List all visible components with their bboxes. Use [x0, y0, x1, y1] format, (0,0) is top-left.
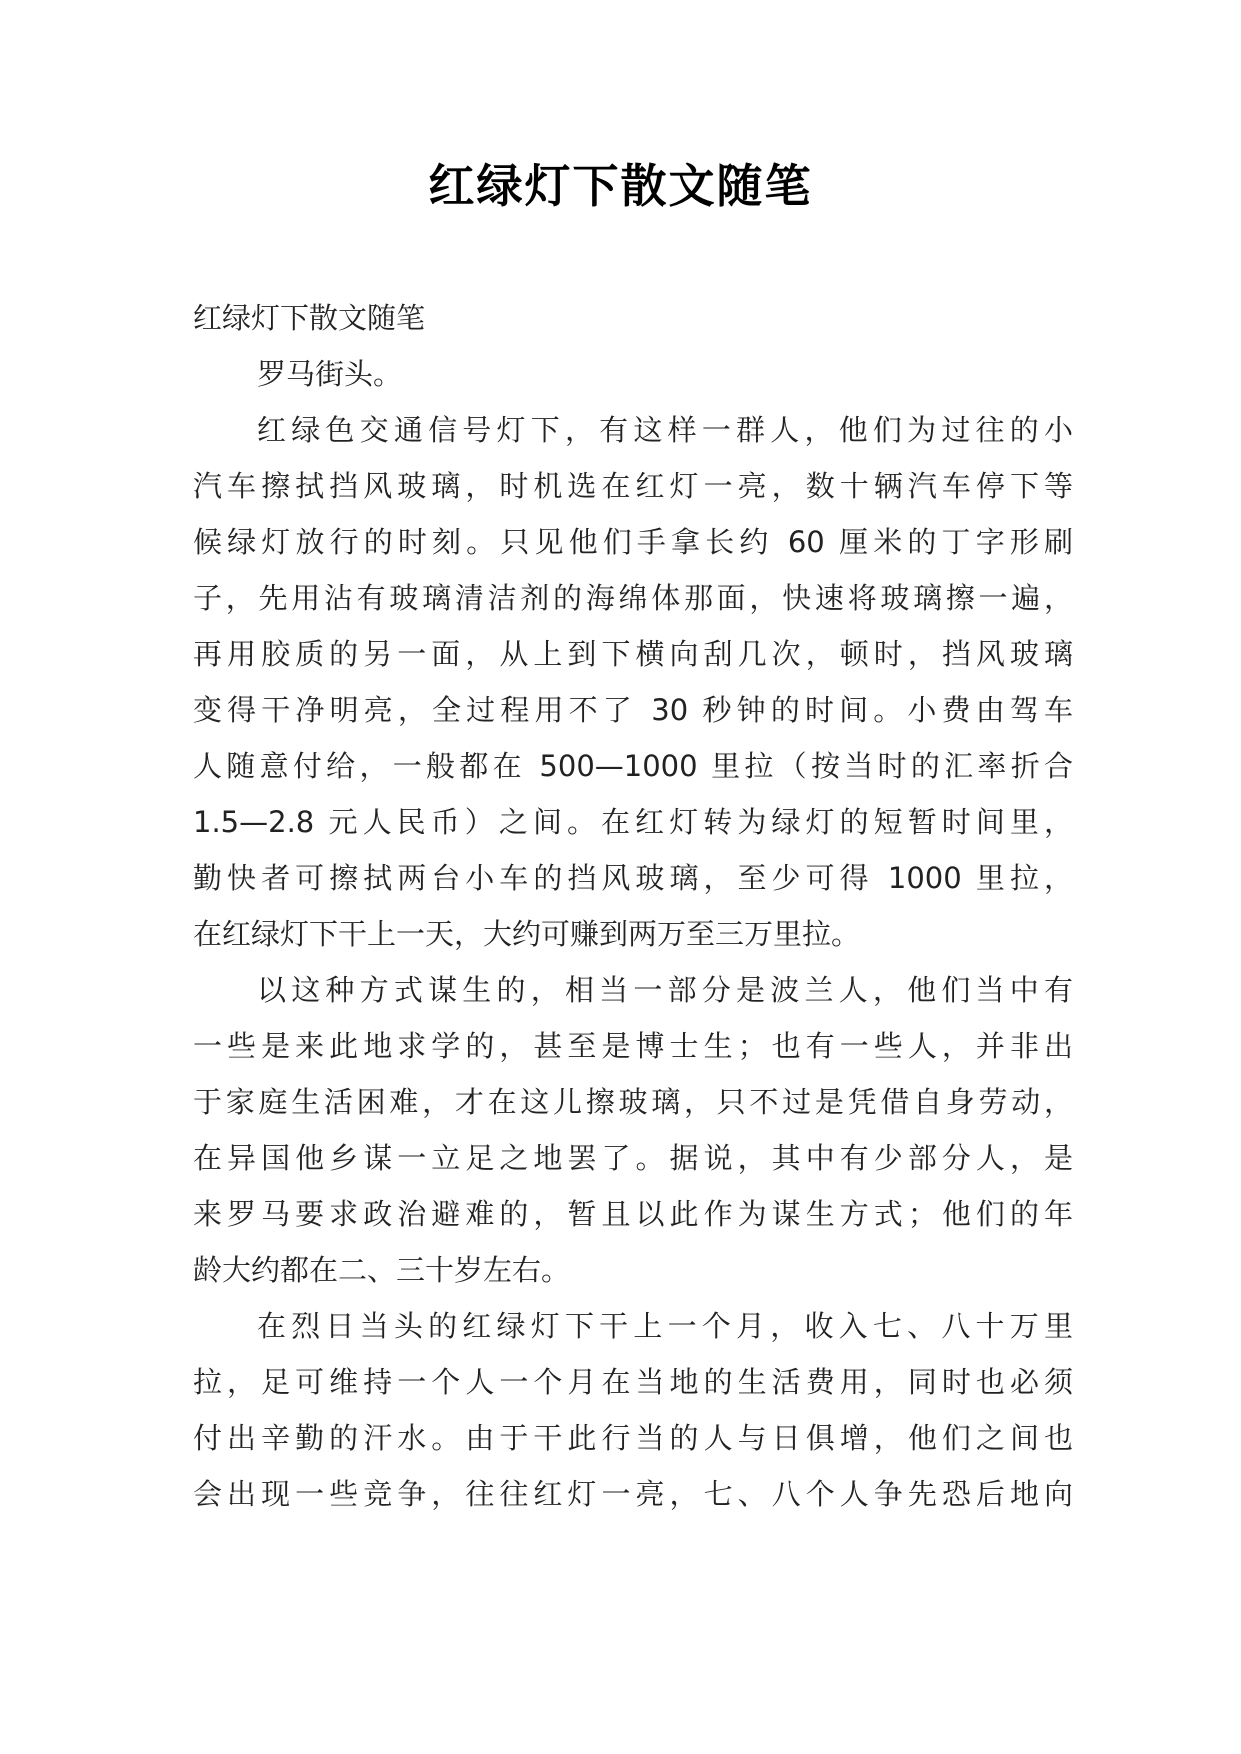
text-line: 罗马街头。: [257, 357, 403, 391]
text-line: 勤快者可擦拭两台小车的挡风玻璃，至少可得 1000 里拉，: [193, 861, 1073, 895]
text-line: 付出辛勤的汗水。由于干此行当的人与日俱增，他们之间也: [193, 1421, 1073, 1455]
text-line: 在红绿灯下干上一天，大约可赚到两万至三万里拉。: [193, 917, 861, 951]
text-line: 再用胶质的另一面，从上到下横向刮几次，顿时，挡风玻璃: [193, 637, 1073, 671]
text-line: 汽车擦拭挡风玻璃，时机选在红灯一亮，数十辆汽车停下等: [193, 469, 1073, 503]
document-title: 红绿灯下散文随笔: [428, 159, 813, 213]
text-line: 1.5—2.8 元人民币）之间。在红灯转为绿灯的短暂时间里，: [193, 805, 1073, 839]
text-line: 于家庭生活困难，才在这儿擦玻璃，只不过是凭借自身劳动，: [193, 1085, 1073, 1119]
text-line: 人随意付给，一般都在 500—1000 里拉（按当时的汇率折合: [193, 749, 1073, 783]
document-body: [193, 290, 1073, 1522]
text-line: 以这种方式谋生的，相当一部分是波兰人，他们当中有: [257, 973, 1073, 1007]
text-line: 在异国他乡谋一立足之地罢了。据说，其中有少部分人，是: [193, 1141, 1073, 1175]
text-line: 龄大约都在二、三十岁左右。: [193, 1253, 571, 1287]
document-subtitle: 红绿灯下散文随笔: [193, 301, 426, 335]
text-line: 红绿色交通信号灯下，有这样一群人，他们为过往的小: [257, 413, 1073, 447]
text-line: 一些是来此地求学的，甚至是博士生；也有一些人，并非出: [193, 1029, 1073, 1063]
text-line: 拉，足可维持一个人一个月在当地的生活费用，同时也必须: [193, 1365, 1073, 1399]
text-line: 会出现一些竞争，往往红灯一亮，七、八个人争先恐后地向: [193, 1477, 1073, 1511]
text-line: 候绿灯放行的时刻。只见他们手拿长约 60 厘米的丁字形刷: [193, 525, 1073, 559]
text-line: 变得干净明亮，全过程用不了 30 秒钟的时间。小费由驾车: [193, 693, 1073, 727]
text-line: 子，先用沾有玻璃清洁剂的海绵体那面，快速将玻璃擦一遍，: [193, 581, 1073, 615]
text-line: 来罗马要求政治避难的，暂且以此作为谋生方式；他们的年: [193, 1197, 1073, 1231]
text-line: 在烈日当头的红绿灯下干上一个月，收入七、八十万里: [257, 1309, 1073, 1343]
